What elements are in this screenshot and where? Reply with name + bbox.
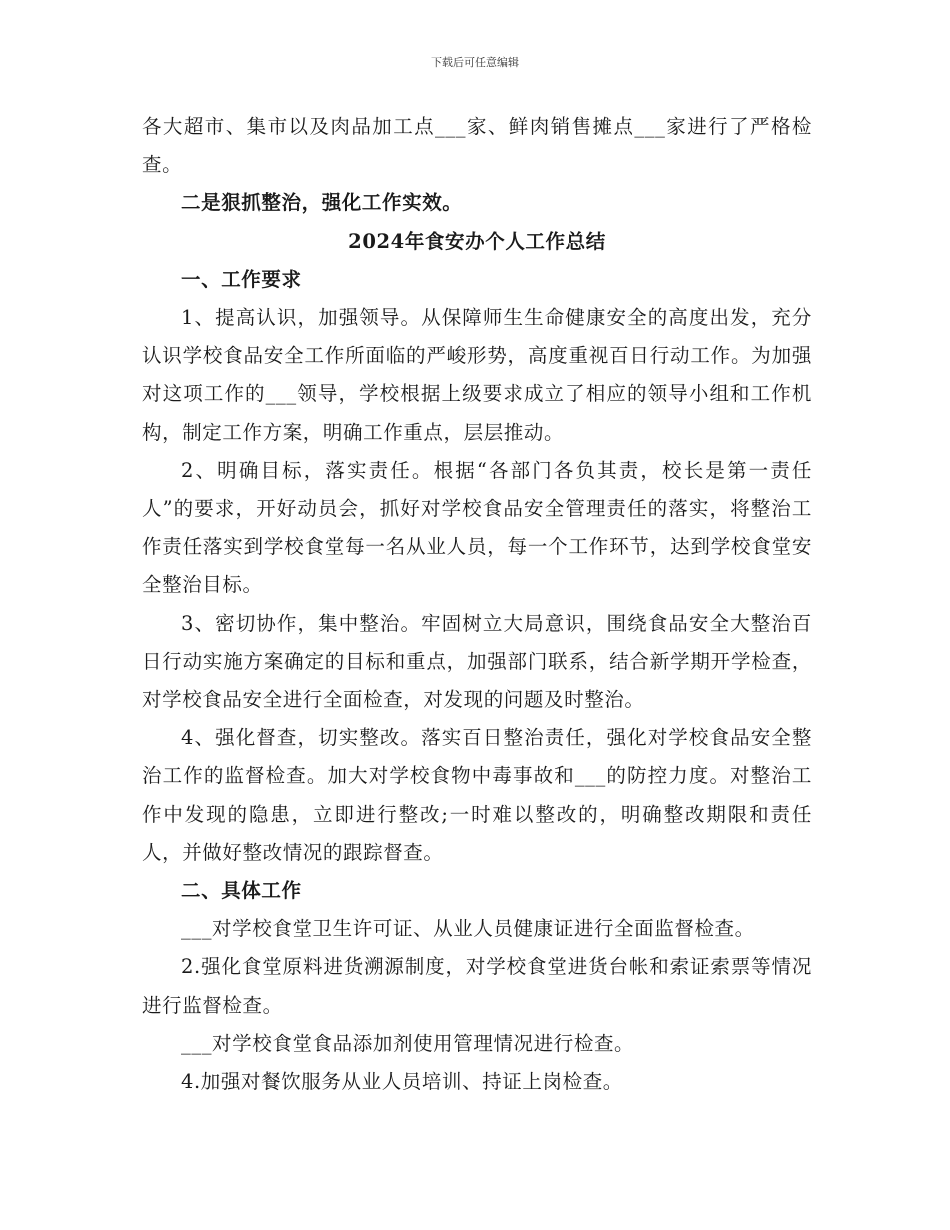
intro-paragraph: 各大超市、集市以及肉品加工点___家、鲜肉销售摊点___家进行了严格检查。	[142, 115, 812, 177]
section-heading-requirements: 一、工作要求	[181, 267, 302, 291]
requirement-item-2: 2、明确目标，落实责任。根据“各部门各负其责，校长是第一责任人”的要求，开好动员会，抓好对学校食品安全管理责任的落实，将整治工作责任落实到学校食堂每一名从业人员，每一个工作环节，达到学校食堂安全整治目标。	[142, 458, 812, 597]
requirement-item-1: 1、提高认识，加强领导。从保障师生生命健康安全的高度出发，充分认识学校食品安全工作所面临的严峻形势，高度重视百日行动工作。为加强对这项工作的___领导，学校根据上级要求成立了相应的领导小组和工作机构，制定工作方案，明确工作重点，层层推动。	[142, 306, 812, 444]
document-body	[142, 108, 812, 1101]
work-item-4: 4.加强对餐饮服务从业人员培训、持证上岗检查。	[181, 1070, 623, 1094]
work-item-2: 2.强化食堂原料进货溯源制度，对学校食堂进货台帐和索证索票等情况进行监督检查。	[142, 955, 812, 1017]
requirement-item-3: 3、密切协作，集中整治。牢固树立大局意识，围绕食品安全大整治百日行动实施方案确定的目标和重点，加强部门联系，结合新学期开学检查，对学校食品安全进行全面检查，对发现的问题及时整治。	[142, 611, 812, 712]
requirement-item-4: 4、强化督查，切实整改。落实百日整治责任，强化对学校食品安全整治工作的监督检查。加大对学校食物中毒事故和___的防控力度。对整治工作中发现的隐患，立即进行整改;一时难以整改的，明确整改期限和责任人，并做好整改情况的跟踪督查。	[142, 726, 812, 864]
work-item-3: ___对学校食堂食品添加剂使用管理情况进行检查。	[181, 1031, 635, 1055]
work-item-1: ___对学校食堂卫生许可证、从业人员健康证进行全面监督检查。	[181, 917, 755, 941]
subheading-two: 二是狠抓整治，强化工作实效。	[181, 191, 463, 215]
page-header: 下载后可任意编辑	[431, 56, 519, 69]
section-heading-specific-work: 二、具体工作	[181, 879, 302, 903]
document-title: 2024年食安办个人工作总结	[348, 229, 606, 253]
